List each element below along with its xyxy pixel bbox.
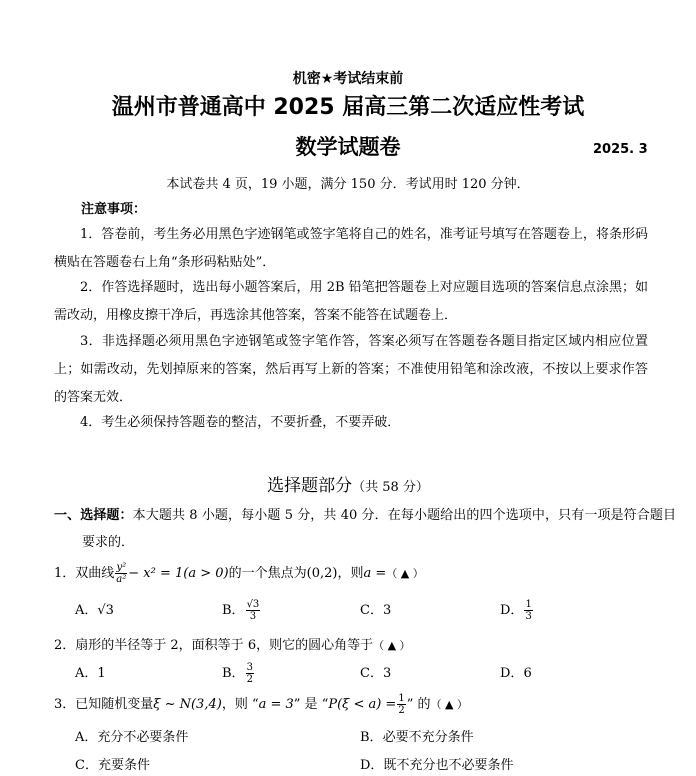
q2-option-a [75,662,106,681]
equation: − x² = 1(a > 0) [128,566,229,581]
notice-heading: 注意事项： [81,202,147,217]
condition: a = 3 [258,697,294,712]
q3-option-b [360,726,474,745]
option-value: 1 [97,666,106,681]
option-value: √3 [97,603,114,618]
exam-title: 温州市普通高中 2025 届高三第二次适应性考试 [111,95,585,120]
q3-option-a [75,726,188,745]
question-text: ，则 “ [221,697,259,712]
option-value: 6 [523,666,532,681]
question-text: 扇形的半径等于 2，面积等于 6，则它的圆心角等于 [75,638,374,653]
probability-expression: P(ξ < a) = [328,697,397,712]
answer-blank: （ ▲ ） [386,567,424,580]
option-label: D． [500,666,524,681]
option-label: C． [75,758,98,773]
option-label: C． [360,666,383,681]
q1-option-c [360,599,391,618]
distribution: ξ ~ N(3,4) [153,697,222,712]
question-text: ，则 [337,566,364,581]
fraction-numerator: 3 [246,662,253,673]
question-2 [54,634,411,653]
fraction [246,599,261,622]
notice-item-1: 1．答卷前，考生务必用黑色字迹钢笔或签字笔将自己的姓名，准考证号填写在答题卷上，将条形码横贴在答题卷右上角“条形码粘贴处”． [54,227,648,270]
option-value: 3 [382,603,392,618]
variable: a = [363,566,387,581]
option-value: 充要条件 [97,758,150,773]
part-one-label: 一、选择题： [54,508,133,523]
fraction-numerator: 1 [398,693,405,704]
question-number: 3． [54,697,76,712]
option-label: A． [75,730,98,745]
option-label: A． [75,603,98,618]
section-title: 选择题部分 [267,476,353,496]
notice-item-4: 4．考生必须保持答题卷的整洁，不要折叠，不要弄破． [80,415,401,430]
q3-option-c [75,754,150,773]
section-score: （共 58 分） [352,480,429,495]
exam-date: 2025. 3 [593,142,648,157]
question-text: 的一个焦点为 [228,566,307,581]
fraction [246,662,254,685]
exam-info: 本试卷共 4 页，19 小题，满分 150 分．考试用时 120 分钟． [166,177,530,192]
q1-option-a [75,599,114,618]
section-heading [0,471,696,496]
option-value: 必要不充分条件 [382,730,474,745]
part-one-text: 本大题共 8 小题，每小题 5 分，共 40 分．在每小题给出的四个选项中，只有一项是符合题目要求的． [82,508,676,550]
fraction-numerator: √3 [246,599,260,610]
option-label: B． [222,666,245,681]
question-1 [54,562,424,585]
question-text: ” 是 “ [293,697,329,712]
fraction-denominator: 2 [398,705,405,716]
question-3 [54,693,468,716]
option-label: C． [360,603,383,618]
option-label: D． [360,758,384,773]
fraction-denominator: a² [116,574,127,585]
question-number: 1． [54,566,76,581]
notice-item-2: 2．作答选择题时，选出每小题答案后，用 2B 铅笔把答题卷上对应题目选项的答案信息点涂黑；如需改动，用橡皮擦干净后，再选涂其他答案，答案不能答在试题卷上． [54,280,648,323]
fraction [397,693,405,716]
q1-option-b [222,599,261,622]
option-label: B． [360,730,383,745]
fraction-denominator: 2 [246,674,253,685]
option-value: 既不充分也不必要条件 [383,758,514,773]
fraction-numerator: y² [116,562,127,573]
fraction-numerator: 1 [525,599,532,610]
answer-blank: （ ▲ ） [373,639,411,652]
answer-blank: （ ▲ ） [430,698,468,711]
question-text: 双曲线 [75,566,115,581]
part-one-heading [54,502,676,556]
fraction [524,599,532,622]
q2-option-b [222,662,255,685]
q2-option-d [500,662,532,681]
fraction-denominator: 3 [249,611,257,622]
q3-option-d [360,754,513,773]
q2-option-c [360,662,391,681]
fraction [115,562,127,585]
option-label: A． [75,666,98,681]
option-label: D． [500,603,524,618]
option-value: 充分不必要条件 [97,730,189,745]
question-text: 已知随机变量 [75,697,154,712]
fraction-denominator: 3 [525,611,532,622]
confidential-label: 机密★考试结束前 [292,71,404,87]
question-text: ” 的 [406,697,431,712]
q1-option-d [500,599,534,622]
question-number: 2． [54,638,76,653]
exam-subtitle: 数学试题卷 [295,135,401,159]
focus-point: (0,2) [306,566,338,581]
notice-item-3: 3．非选择题必须用黑色字迹钢笔或签字笔作答，答案必须写在答题卷各题目指定区域内相应位置上；如需改动，先划掉原来的答案，然后再写上新的答案；不准使用铅笔和涂改液，不按以上要求作答的答案无效． [54,334,648,405]
option-value: 3 [382,666,392,681]
option-label: B． [222,603,245,618]
